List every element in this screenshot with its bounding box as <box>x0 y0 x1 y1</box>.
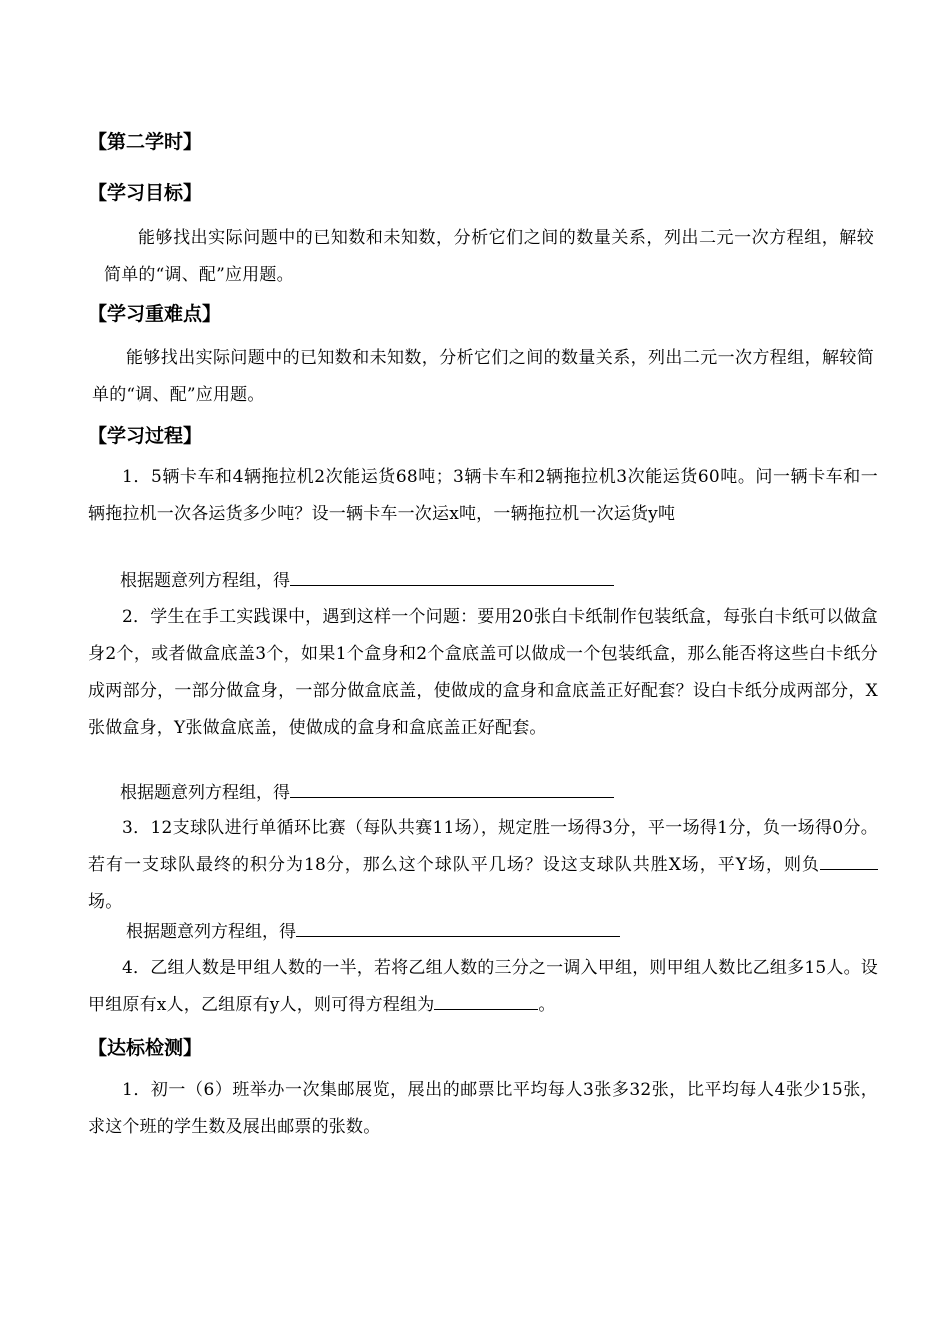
goals-paragraph: 能够找出实际问题中的已知数和未知数，分析它们之间的数量关系，列出二元一次方程组，解较简单的“调、配”应用题。 <box>104 228 874 285</box>
problem-1-answer-blank[interactable] <box>290 567 614 586</box>
key-points-paragraph: 能够找出实际问题中的已知数和未知数，分析它们之间的数量关系，列出二元一次方程组，解较简单的“调、配”应用题。 <box>92 348 874 405</box>
problem-2-answer-line <box>120 775 614 812</box>
problem-3-answer-blank[interactable] <box>296 918 620 937</box>
problem-3-text <box>88 810 878 921</box>
problem-2-answer-blank[interactable] <box>290 779 614 798</box>
problem-3-text-after: 场。 <box>88 892 123 912</box>
problem-1-text: 1．5辆卡车和4辆拖拉机2次能运货68吨；3辆卡车和2辆拖拉机3次能运货60吨。问一辆卡车和一辆拖拉机一次各运货多少吨？设一辆卡车一次运x吨，一辆拖拉机一次运货y吨 <box>88 467 878 524</box>
section-heading-lesson: 【第二学时】 <box>88 131 203 153</box>
section-heading-goals: 【学习目标】 <box>88 182 203 204</box>
problem-3-inline-blank[interactable] <box>820 851 878 870</box>
section-heading-process: 【学习过程】 <box>88 425 203 447</box>
problem-4-text-after: 。 <box>538 995 556 1015</box>
problem-2-answer-prompt: 根据题意列方程组，得 <box>120 783 290 803</box>
problem-3-answer-line <box>126 914 620 951</box>
check-problem-1-text: 1．初一（6）班举办一次集邮展览，展出的邮票比平均每人3张多32张，比平均每人4张少15张，求这个班的学生数及展出邮票的张数。 <box>88 1080 878 1137</box>
problem-1-answer-line <box>120 563 614 600</box>
problem-4-inline-blank[interactable] <box>434 991 538 1010</box>
problem-3-answer-prompt: 根据题意列方程组，得 <box>126 922 296 942</box>
problem-1-answer-prompt: 根据题意列方程组，得 <box>120 571 290 591</box>
problem-4-text <box>88 950 878 1024</box>
problem-4-text-before: 4．乙组人数是甲组人数的一半，若将乙组人数的三分之一调入甲组，则甲组人数比乙组多15人。设甲组原有x人，乙组原有y人，则可得方程组为 <box>88 958 878 1015</box>
problem-3-text-before: 3．12支球队进行单循环比赛（每队共赛11场），规定胜一场得3分，平一场得1分，负一场得0分。若有一支球队最终的积分为18分，那么这个球队平几场？设这支球队共胜X场，平Y场，则负 <box>88 818 878 875</box>
section-heading-key-points: 【学习重难点】 <box>88 303 222 325</box>
section-heading-check: 【达标检测】 <box>88 1037 203 1059</box>
problem-2-text: 2．学生在手工实践课中，遇到这样一个问题：要用20张白卡纸制作包装纸盒，每张白卡纸可以做盒身2个，或者做盒底盖3个，如果1个盒身和2个盒底盖可以做成一个包装纸盒，那么能否将这些白卡纸分成两部分，一部分做盒身，一部分做盒底盖，使做成的盒身和盒底盖正好配套？设白卡纸分成两部分，X张做盒身，Y张做盒底盖，使做成的盒身和盒底盖正好配套。 <box>88 607 878 738</box>
